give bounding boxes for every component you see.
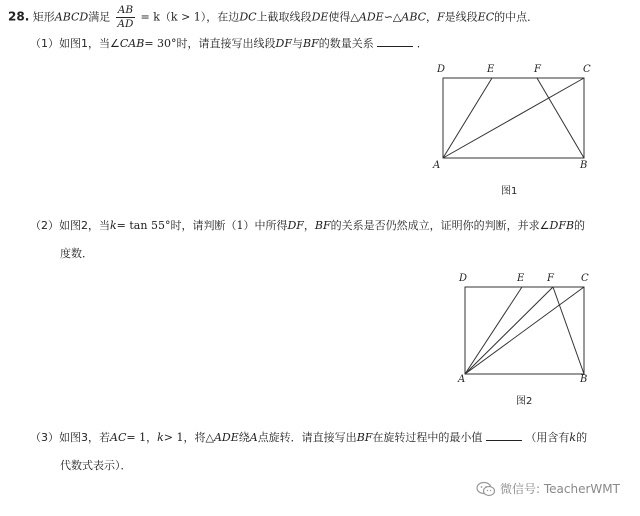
part2-text: （2）如图2，当k= tan 55°时，请判断（1）中所得DF，BF的关系是否仍然成立，证明你的判断，并求∠DFB的 [30,219,586,232]
part3-text: （3）如图3，若AC= 1，k> 1，将△ADE绕A点旋转．请直接写出BF在旋转过程中的最小值 （用含有k的 [30,431,588,444]
question-number: 28. [8,9,30,24]
fig1-label-e: E [487,64,495,75]
fig2-label-c: C [581,273,589,284]
answer-blank-3[interactable] [486,430,522,441]
fig2-label-e: E [517,273,525,284]
fig1-label-f: F [534,64,541,75]
part3-text-line2: 代数式表示）． [60,459,132,472]
question-stem: 28. 矩形ABCD满足 $\frac{AB}{AD}$ = k（k > 1），在边DC上截取线段DE使得△ADE∽△ABC，F是线段EC的中点． [8,4,539,30]
fig1-label-a: A [433,160,441,171]
figure2-segment-ac [465,287,584,374]
fig1-label-d: D [437,64,446,75]
ratio-fraction: $\frac{AB}{AD}$ [117,4,134,30]
fig2-label-a: A [458,374,466,385]
fig1-label-c: C [583,64,591,75]
watermark-text: 微信号: TeacherWMT [500,482,620,496]
answer-blank-1[interactable] [377,36,413,47]
figure2-segment-bf [465,287,553,374]
figure1-segment-ac [443,78,584,158]
wechat-icon [476,481,496,497]
fig1-label-b: B [580,160,588,171]
figure2-caption: 图2 [516,396,533,407]
figure1-segment-ae [443,78,492,158]
watermark [476,480,620,497]
figure1-caption: 图1 [501,186,518,197]
figure1-segment-bf [537,78,584,158]
figure1-rectangle [443,78,584,158]
fig2-label-d: D [459,273,468,284]
part2-text-line2: 度数． [60,247,93,260]
part1-text: （1）如图1，当∠CAB= 30°时，请直接写出线段DF与BF的数量关系 ． [30,37,428,50]
figure2-segment-ae [465,287,522,374]
fig2-label-f: F [547,273,554,284]
fig2-label-b: B [580,374,588,385]
figure2-segment-fb [553,287,584,374]
figure2-rectangle [465,287,584,374]
